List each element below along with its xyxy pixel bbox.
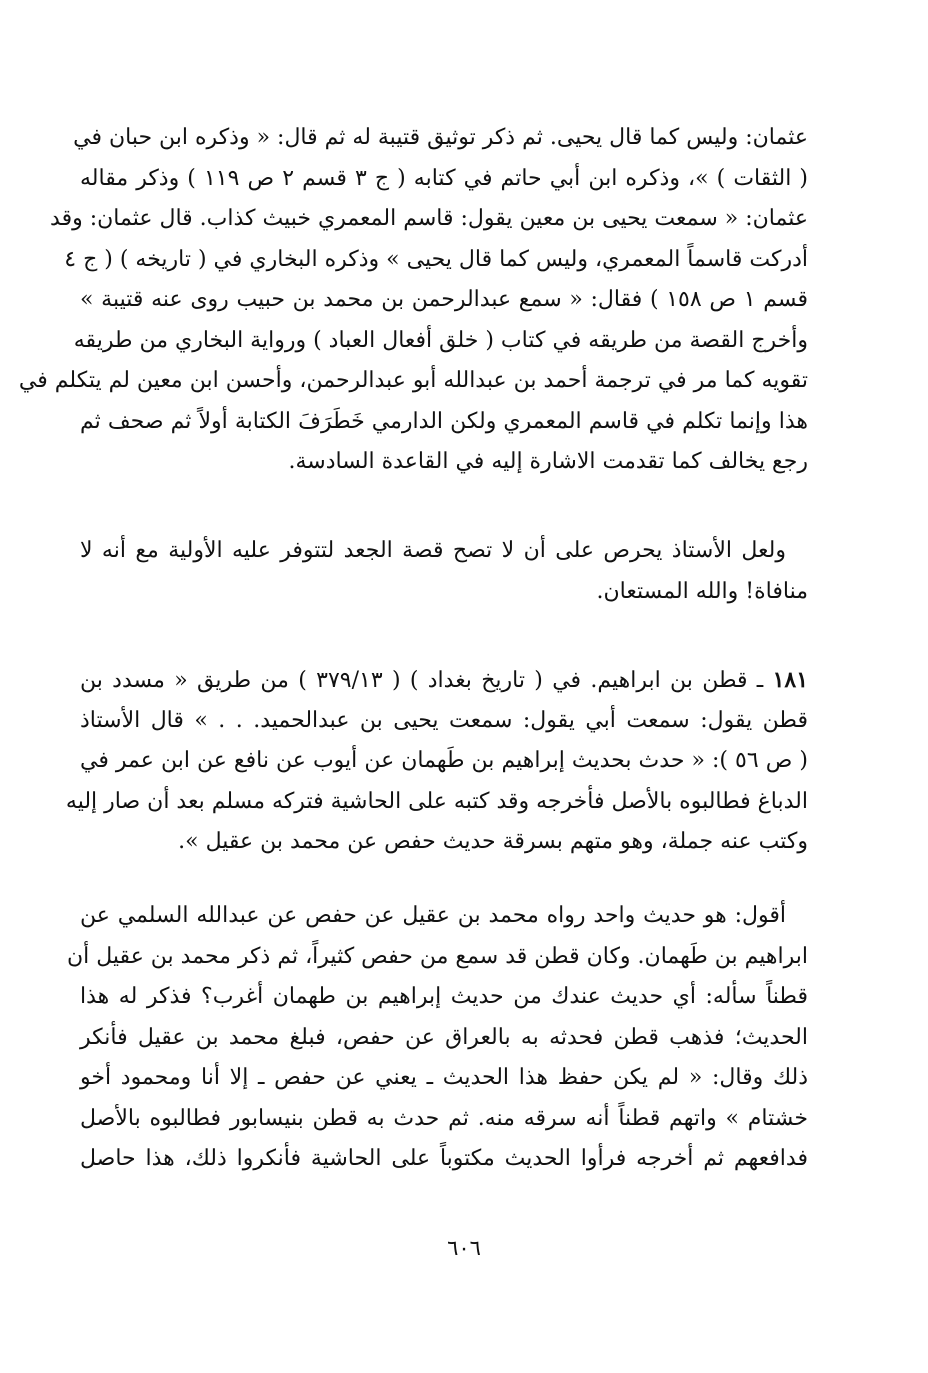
text-line: قطن يقول: سمعت أبي يقول: سمعت يحيى بن عبدالحميد. . . » قال الأستاذ xyxy=(80,707,808,733)
text-line: منافاة! والله المستعان. xyxy=(596,578,808,604)
text-line: رجع يخالف كما تقدمت الاشارة إليه في القاعدة السادسة. xyxy=(288,449,808,474)
text-line: وكتب عنه جملة، وهو متهم بسرقة حديث حفص عن محمد بن عقيل ». xyxy=(178,829,808,854)
text-line: أدركت قاسماً المعمري، وليس كما قال يحيى » وذكره البخاري في ( تاريخه ) ( ج ٤ xyxy=(64,246,808,272)
text-line: ابراهيم بن طَهمان. وكان قطن قد سمع من حفص كثيراً، ثم ذكر محمد بن عقيل أن xyxy=(67,943,808,969)
text-line: عثمان: « سمعت يحيى بن معين يقول: قاسم المعمري خبيث كذاب. قال عثمان: وقد xyxy=(50,206,808,231)
text-line: الحديث؛ فذهب قطن فحدثه به بالعراق عن حفص، فبلغ محمد بن عقيل فأنكر xyxy=(80,1024,808,1050)
paragraph-1 xyxy=(18,118,808,483)
entry-first-line-text: ـ قطن بن ابراهيم. في ( تاريخ بغداد ) ( ٣٧٩/١٣ ) من طريق « مسدد بن xyxy=(80,668,773,693)
paragraph-4 xyxy=(67,896,808,1180)
entry-181 xyxy=(65,660,809,863)
text-line: عثمان: وليس كما قال يحيى. ثم ذكر توثيق قتيبة له ثم قال: « وذكره ابن حبان في xyxy=(73,125,808,150)
text-line: ولعل الأستاذ يحرص على أن لا تصح قصة الجعد لتتوفر عليه الأولية مع أنه لا xyxy=(80,538,786,563)
text-line: ( الثقات ) »، وذكره ابن أبي حاتم في كتابه ( ج ٣ قسم ٢ ص ١١٩ ) وذكر مقاله xyxy=(80,165,808,191)
text-line: الدباغ فطالبوه بالأصل فأخرجه وقد كتبه على الحاشية فتركه مسلم بعد أن صار إليه xyxy=(65,788,808,814)
text-line: خشتام » واتهم قطناً أنه سرقه منه. ثم حدث به قطن بنيسابور فطالبوه بالأصل xyxy=(80,1105,808,1131)
entry-first-line xyxy=(80,660,808,701)
text-line: تقويه كما مر في ترجمة أحمد بن عبدالله أبو عبدالرحمن، وأحسن ابن معين لم يتكلم في xyxy=(18,368,808,393)
text-line: قطناً سأله: أي حديث عندك من حديث إبراهيم بن طهمان أغرب؟ فذكر له هذا xyxy=(80,984,808,1009)
text-line: وأخرج القصة من طريقه في كتاب ( خلق أفعال العباد ) ورواية البخاري من طريقه xyxy=(73,327,808,353)
text-line: ذلك وقال: « لم يكن حفظ هذا الحديث ـ يعني عن حفص ـ إلا أنا ومحمود أخو xyxy=(80,1065,808,1090)
text-line: هذا وإنما تكلم في قاسم المعمري ولكن الدارمي خَطَرَفَ الكتابة أولاً ثم صحف ثم xyxy=(80,408,808,434)
text-line: فدافعهم ثم أخرجه فرأوا الحديث مكتوباً على الحاشية فأنكروا ذلك، هذا حاصل xyxy=(80,1146,808,1171)
text-line: أقول: هو حديث واحد رواه محمد بن عقيل عن حفص عن عبدالله السلمي عن xyxy=(80,903,786,928)
entry-number: ١٨١ xyxy=(772,667,809,693)
paragraph-2 xyxy=(80,531,808,612)
text-line: ( ص ٥٦ ): « حدث بحديث إبراهيم بن طَهمان عن أيوب عن نافع عن ابن عمر في xyxy=(80,748,808,773)
page-number: ٦٠٦ xyxy=(447,1236,481,1260)
text-line: قسم ١ ص ١٥٨ ) فقال: « سمع عبدالرحمن بن محمد بن حبيب روى عنه قتيبة » xyxy=(80,287,808,312)
